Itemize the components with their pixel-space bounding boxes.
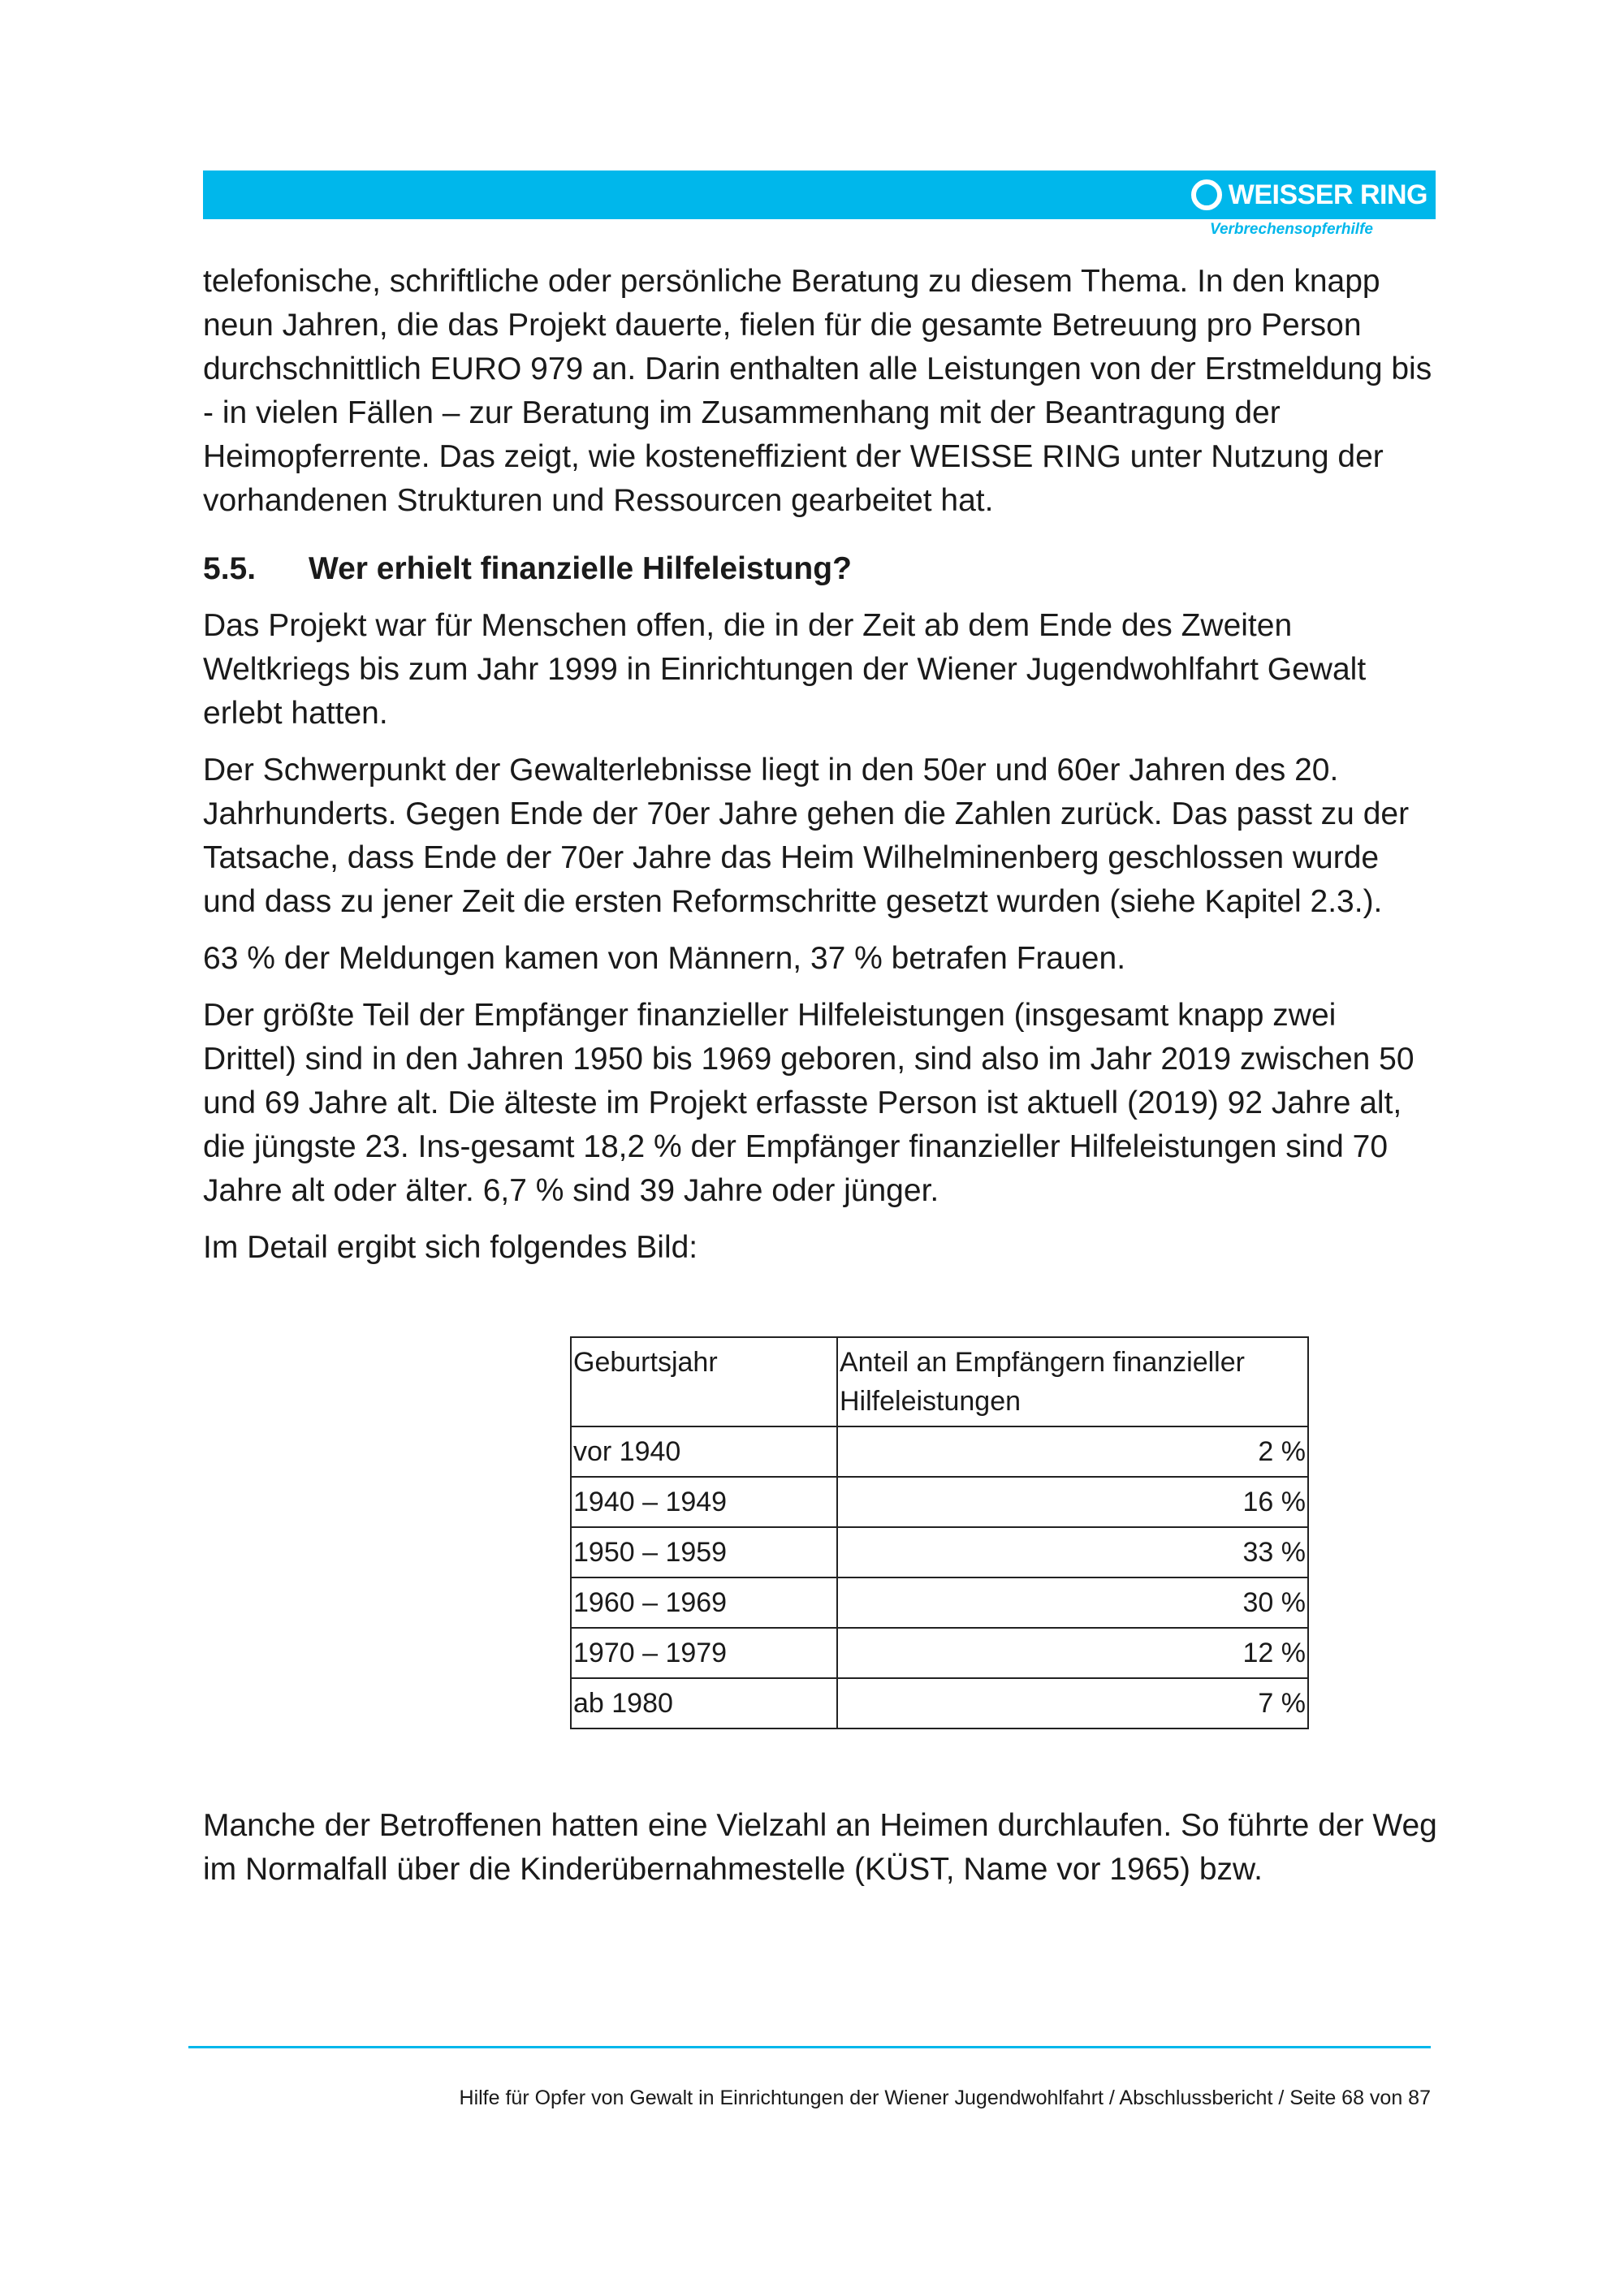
section-number: 5.5. — [203, 551, 257, 586]
footer-divider — [188, 2046, 1431, 2048]
page-content — [203, 260, 1437, 1905]
birth-year-table — [570, 1336, 1309, 1729]
paragraph: Der Schwerpunkt der Gewalterlebnisse liegt in den 50er und 60er Jahren des 20. Jahrhunderts. Gegen Ende der 70er Jahre gehen die Zahlen zurück. Das passt zu der Tatsache, dass Ende der 70er Jahre das Heim Wilhelminenberg geschlossen wurde und dass zu jener Zeit die ersten Reformschritte gesetzt wurden (siehe Kapitel 2.3.). — [203, 753, 1410, 919]
table-cell-share: 30 % — [837, 1577, 1308, 1628]
table-cell-year: 1940 – 1949 — [571, 1477, 837, 1527]
table-cell-year: 1950 – 1959 — [571, 1527, 837, 1577]
birth-year-table-wrap — [570, 1336, 1437, 1729]
table-header-cell: Geburtsjahr — [571, 1337, 837, 1426]
table-cell-year: vor 1940 — [571, 1426, 837, 1477]
table-header-cell: Anteil an Empfängern finanzieller Hilfeleistungen — [837, 1337, 1308, 1426]
paragraph: Im Detail ergibt sich folgendes Bild: — [203, 1230, 698, 1265]
header-bar — [203, 170, 1436, 219]
paragraph: 63 % der Meldungen kamen von Männern, 37 % betrafen Frauen. — [203, 941, 1126, 976]
table-cell-year: 1970 – 1979 — [571, 1628, 837, 1678]
paragraph: Das Projekt war für Menschen offen, die in der Zeit ab dem Ende des Zweiten Weltkriegs bis zum Jahr 1999 in Einrichtungen der Wiener Jugendwohlfahrt Gewalt erlebt hatten. — [203, 608, 1367, 731]
table-cell-year: ab 1980 — [571, 1678, 837, 1728]
paragraph-bottom: Manche der Betroffenen hatten eine Vielzahl an Heimen durchlaufen. So führte der Weg im Normalfall über die Kinderübernahmestelle (KÜST, Name vor 1965) bzw. — [203, 1808, 1437, 1887]
table-cell-share: 12 % — [837, 1628, 1308, 1678]
table-cell-share: 16 % — [837, 1477, 1308, 1527]
paragraph: Der größte Teil der Empfänger finanzieller Hilfeleistungen (insgesamt knapp zwei Drittel) sind in den Jahren 1950 bis 1969 geboren, sind also im Jahr 2019 zwischen 50 und 69 Jahre alt. Die älteste im Projekt erfasste Person ist aktuell (2019) 92 Jahre alt, die jüngste 23. Ins-gesamt 18,2 % der Empfänger finanzieller Hilfeleistungen sind 70 Jahre alt oder älter. 6,7 % sind 39 Jahre oder jünger. — [203, 998, 1415, 1208]
paragraph-intro: telefonische, schriftliche oder persönliche Beratung zu diesem Thema. In den knapp neun Jahren, die das Projekt dauerte, fielen für die gesamte Betreuung pro Person durchschnittlich EURO 979 an. Darin enthalten alle Leistungen von der Erstmeldung bis - in vielen Fällen – zur Beratung im Zusammenhang mit der Beantragung der Heimopferrente. Das zeigt, wie kosteneffizient der WEISSE RING unter Nutzung der vorhandenen Strukturen und Ressourcen gearbeitet hat. — [203, 264, 1432, 518]
section-title: Wer erhielt finanzielle Hilfeleistung? — [309, 551, 852, 586]
table-row — [571, 1426, 1308, 1477]
logo-text: WEISSER RING — [1228, 179, 1427, 210]
table-row — [571, 1678, 1308, 1728]
table-cell-share: 7 % — [837, 1678, 1308, 1728]
page-footer: Hilfe für Opfer von Gewalt in Einrichtungen der Wiener Jugendwohlfahrt / Abschlussbericht / Seite 68 von 87 — [459, 2087, 1431, 2109]
table-cell-share: 33 % — [837, 1527, 1308, 1577]
table-row — [571, 1477, 1308, 1527]
table-row — [571, 1577, 1308, 1628]
ring-icon — [1191, 179, 1222, 210]
table-row — [571, 1628, 1308, 1678]
table-row — [571, 1527, 1308, 1577]
weisser-ring-logo — [1191, 175, 1427, 214]
table-cell-year: 1960 – 1969 — [571, 1577, 837, 1628]
table-cell-share: 2 % — [837, 1426, 1308, 1477]
section-heading — [203, 547, 1437, 591]
table-header-row — [571, 1337, 1308, 1426]
logo-tagline: Verbrechensopferhilfe — [1210, 221, 1373, 238]
